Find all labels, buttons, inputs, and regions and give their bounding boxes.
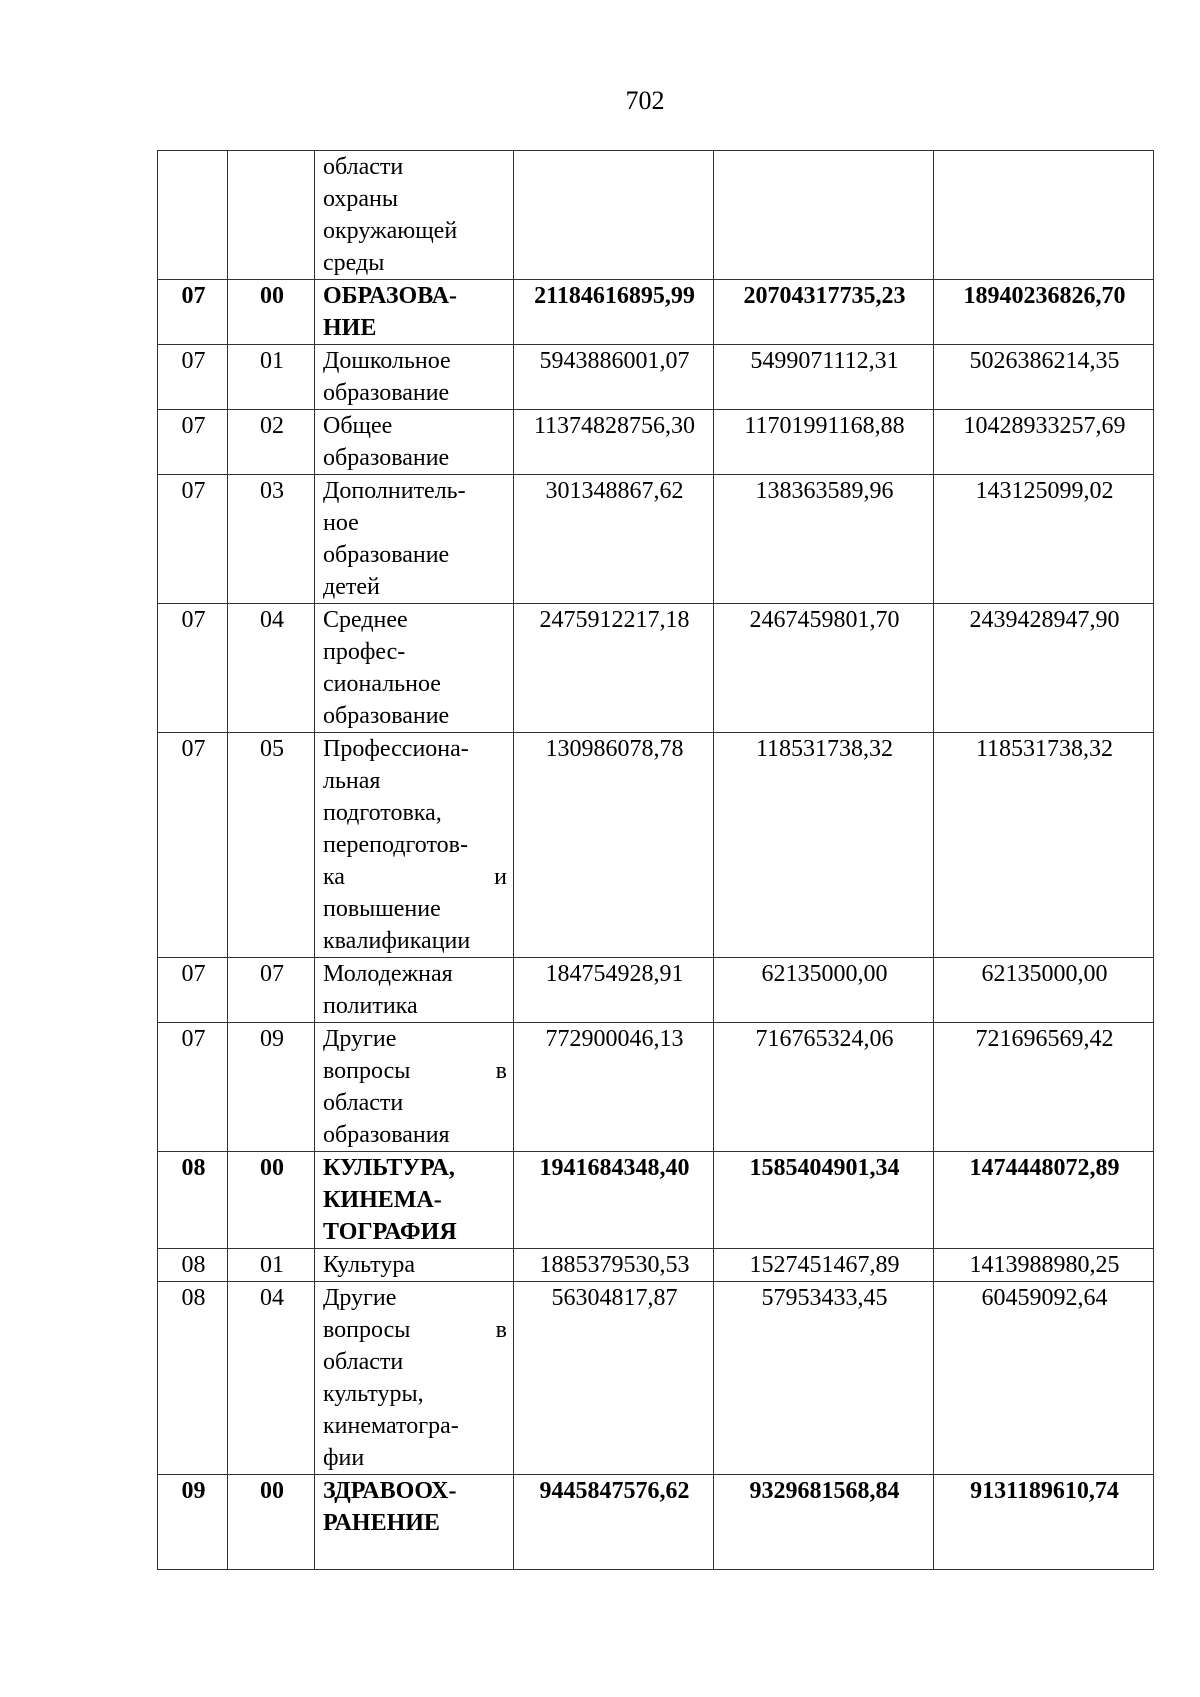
name-cell [315, 151, 514, 280]
subsection-code-cell: 07 [228, 958, 315, 1023]
amount-cell-3: 1413988980,25 [934, 1249, 1154, 1282]
name-line: области [323, 1349, 404, 1375]
name-line: Другие [323, 1026, 397, 1052]
name-cell [315, 1152, 514, 1249]
amount-cell-1: 1941684348,40 [514, 1152, 714, 1249]
name-line: ЗДРАВООХ- [323, 1478, 457, 1504]
amount-cell-2: 20704317735,23 [714, 280, 934, 345]
subsection-code-cell: 00 [228, 1152, 315, 1249]
amount-cell-2: 2467459801,70 [714, 604, 934, 733]
amount-cell-2: 57953433,45 [714, 1282, 934, 1475]
table-row [158, 280, 1154, 345]
name-line: НИЕ [323, 315, 377, 341]
amount-cell-3 [934, 151, 1154, 280]
section-code-cell: 09 [158, 1475, 228, 1570]
name-line: ТОГРАФИЯ [323, 1219, 457, 1245]
amount-cell-3: 60459092,64 [934, 1282, 1154, 1475]
amount-cell-3: 118531738,32 [934, 733, 1154, 958]
section-code-cell [158, 151, 228, 280]
amount-cell-2: 1527451467,89 [714, 1249, 934, 1282]
table-row [158, 733, 1154, 958]
name-line: ка и [323, 864, 507, 890]
table-row [158, 1475, 1154, 1570]
table-row [158, 151, 1154, 280]
name-line: политика [323, 993, 418, 1019]
table-row [158, 1152, 1154, 1249]
name-line: КИНЕМА- [323, 1187, 442, 1213]
subsection-code-cell [228, 151, 315, 280]
name-line: сиональное [323, 671, 441, 697]
subsection-code-cell: 04 [228, 604, 315, 733]
subsection-code-cell: 04 [228, 1282, 315, 1475]
amount-cell-1: 9445847576,62 [514, 1475, 714, 1570]
name-line: образование [323, 542, 450, 568]
section-code-cell: 08 [158, 1152, 228, 1249]
amount-cell-3: 5026386214,35 [934, 345, 1154, 410]
amount-cell-2: 9329681568,84 [714, 1475, 934, 1570]
amount-cell-2: 11701991168,88 [714, 410, 934, 475]
table-row [158, 958, 1154, 1023]
subsection-code-cell: 00 [228, 280, 315, 345]
amount-cell-2: 5499071112,31 [714, 345, 934, 410]
name-line: РАНЕНИЕ [323, 1510, 440, 1536]
name-line: Профессиона- [323, 736, 469, 762]
section-code-cell: 07 [158, 475, 228, 604]
name-line: фии [323, 1445, 365, 1471]
name-line: среды [323, 250, 385, 276]
subsection-code-cell: 01 [228, 1249, 315, 1282]
page-number: 702 [625, 86, 665, 115]
amount-cell-2: 716765324,06 [714, 1023, 934, 1152]
name-cell [315, 733, 514, 958]
amount-cell-1: 2475912217,18 [514, 604, 714, 733]
section-code-cell: 08 [158, 1249, 228, 1282]
amount-cell-1: 1885379530,53 [514, 1249, 714, 1282]
amount-cell-1 [514, 151, 714, 280]
name-cell [315, 1023, 514, 1152]
name-line: Среднее [323, 607, 408, 633]
name-line: окружающей [323, 218, 458, 244]
name-line: профес- [323, 639, 406, 665]
amount-cell-1: 301348867,62 [514, 475, 714, 604]
name-line: Дошкольное [323, 348, 451, 374]
name-line: ОБРАЗОВА- [323, 283, 458, 309]
name-line: подготовка, [323, 800, 442, 826]
name-line: области [323, 1090, 404, 1116]
subsection-code-cell: 00 [228, 1475, 315, 1570]
amount-cell-3: 9131189610,74 [934, 1475, 1154, 1570]
name-line: вопросы в [323, 1058, 507, 1084]
table-row [158, 410, 1154, 475]
section-code-cell: 08 [158, 1282, 228, 1475]
amount-cell-3: 10428933257,69 [934, 410, 1154, 475]
name-cell [315, 1282, 514, 1475]
subsection-code-cell: 05 [228, 733, 315, 958]
name-line: вопросы в [323, 1317, 507, 1343]
subsection-code-cell: 03 [228, 475, 315, 604]
name-cell [315, 345, 514, 410]
name-cell [315, 280, 514, 345]
amount-cell-1: 130986078,78 [514, 733, 714, 958]
amount-cell-3: 62135000,00 [934, 958, 1154, 1023]
subsection-code-cell: 02 [228, 410, 315, 475]
name-line: детей [323, 574, 380, 600]
amount-cell-3: 143125099,02 [934, 475, 1154, 604]
table-row [158, 604, 1154, 733]
name-cell [315, 475, 514, 604]
name-line: повышение [323, 896, 441, 922]
table-row [158, 1282, 1154, 1475]
table-row [158, 345, 1154, 410]
amount-cell-2: 118531738,32 [714, 733, 934, 958]
name-line: КУЛЬТУРА, [323, 1155, 455, 1181]
name-line: Другие [323, 1285, 397, 1311]
amount-cell-3: 18940236826,70 [934, 280, 1154, 345]
table-row [158, 1023, 1154, 1152]
subsection-code-cell: 01 [228, 345, 315, 410]
amount-cell-1: 56304817,87 [514, 1282, 714, 1475]
amount-cell-1: 772900046,13 [514, 1023, 714, 1152]
name-line: области [323, 154, 404, 180]
name-cell [315, 1475, 514, 1570]
amount-cell-1: 11374828756,30 [514, 410, 714, 475]
name-line: культуры, [323, 1381, 424, 1407]
amount-cell-2 [714, 151, 934, 280]
section-code-cell: 07 [158, 345, 228, 410]
name-line: Молодежная [323, 961, 453, 987]
amount-cell-1: 21184616895,99 [514, 280, 714, 345]
name-cell [315, 1249, 514, 1282]
subsection-code-cell: 09 [228, 1023, 315, 1152]
budget-table [157, 150, 1154, 1570]
amount-cell-2: 1585404901,34 [714, 1152, 934, 1249]
section-code-cell: 07 [158, 410, 228, 475]
name-line: переподготов- [323, 832, 468, 858]
amount-cell-3: 1474448072,89 [934, 1152, 1154, 1249]
section-code-cell: 07 [158, 958, 228, 1023]
section-code-cell: 07 [158, 733, 228, 958]
table-row [158, 1249, 1154, 1282]
name-cell [315, 604, 514, 733]
amount-cell-3: 721696569,42 [934, 1023, 1154, 1152]
name-cell [315, 958, 514, 1023]
name-line: кинематогра- [323, 1413, 459, 1439]
name-line: Общее [323, 413, 393, 439]
section-code-cell: 07 [158, 604, 228, 733]
amount-cell-2: 138363589,96 [714, 475, 934, 604]
name-cell [315, 410, 514, 475]
name-line: льная [323, 768, 381, 794]
name-line: образование [323, 445, 450, 471]
name-line: образование [323, 380, 450, 406]
amount-cell-1: 5943886001,07 [514, 345, 714, 410]
name-line: квалификации [323, 928, 471, 954]
name-line: Культура [323, 1252, 415, 1278]
section-code-cell: 07 [158, 280, 228, 345]
name-line: образования [323, 1122, 450, 1148]
section-code-cell: 07 [158, 1023, 228, 1152]
name-line: ное [323, 510, 359, 536]
table-body [158, 151, 1154, 1570]
amount-cell-2: 62135000,00 [714, 958, 934, 1023]
name-line: Дополнитель- [323, 478, 466, 504]
name-line: образование [323, 703, 450, 729]
table-row [158, 475, 1154, 604]
amount-cell-3: 2439428947,90 [934, 604, 1154, 733]
amount-cell-1: 184754928,91 [514, 958, 714, 1023]
name-line: охраны [323, 186, 399, 212]
